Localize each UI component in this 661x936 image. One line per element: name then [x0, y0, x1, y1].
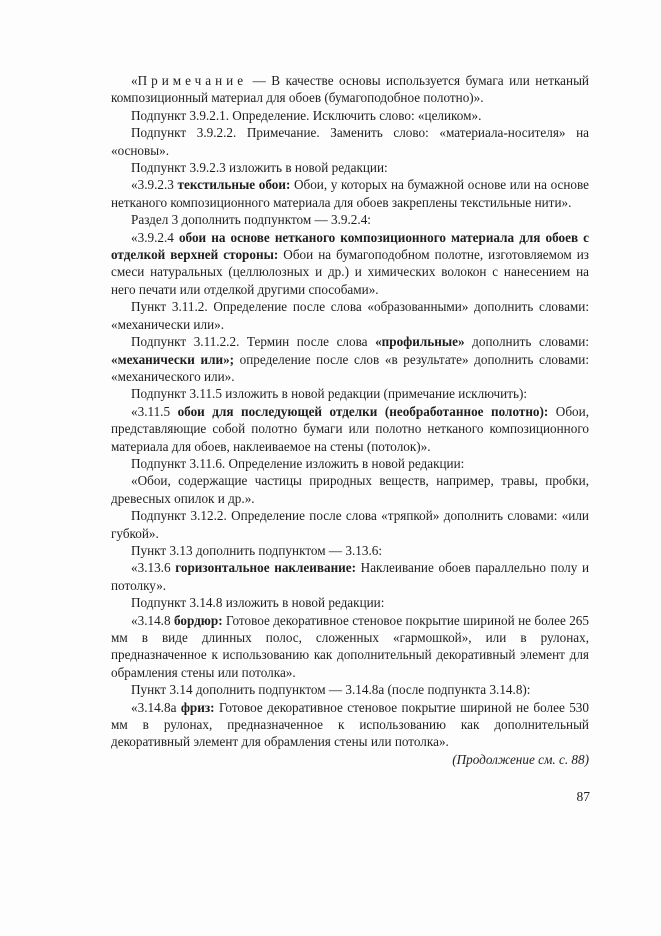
page-number: 87	[576, 789, 590, 804]
term-number: «3.14.8	[131, 612, 174, 628]
paragraph-3-9-2-4-definition	[111, 229, 589, 299]
term-number: «3.9.2.3	[131, 177, 178, 193]
note-open-quote: «	[131, 73, 138, 88]
paragraph-3-11-6-intro: Подпункт 3.11.6. Определение изложить в новой редакции:	[131, 455, 465, 471]
continuation-note: (Продолжение см. с. 88)	[452, 751, 589, 767]
term-definition: Обои на бумагоподобном полотне, изготовляемом из смеси натуральных (целлюлозных и др.) и химических волокон с нанесением на него печати или отделкой другими способами».	[111, 247, 589, 297]
paragraph-3-11-2-2	[111, 333, 589, 385]
paragraph-3-9-2-1: Подпункт 3.9.2.1. Определение. Исключить слово: «целиком».	[131, 107, 482, 123]
term-definition: Обои, представляющие собой полотно бумаги или полотно нетканого композиционного материала для обоев, наклеиваемое на стены (потолок)».	[111, 403, 589, 454]
document-body	[111, 72, 589, 768]
term-definition: Готовое декоративное стеновое покрытие шириной не более 530 мм в рулонах, предназначенное к использованию как дополнительный декоративный элемент для обрамления стены или потолка».	[111, 699, 589, 750]
note-label: Примечание	[137, 73, 248, 88]
paragraph-3-14-8-definition	[111, 612, 589, 682]
text-segment: определение после слов «в результате» дополнить словами: «механического или».	[111, 351, 589, 384]
paragraph-3-11-5-definition	[111, 403, 589, 455]
paragraph-3-9-2-4-intro: Раздел 3 дополнить подпунктом — 3.9.2.4:	[131, 212, 371, 228]
paragraph-3-13-6-intro: Пункт 3.13 дополнить подпунктом — 3.13.6:	[131, 542, 383, 558]
paragraph-3-14-8a-intro: Пункт 3.14 дополнить подпунктом — 3.14.8а (после подпункта 3.14.8):	[131, 682, 531, 698]
term-name: обои для последующей отделки (необработанное полотно):	[177, 403, 549, 419]
paragraph-3-11-6-definition: «Обои, содержащие частицы природных веществ, например, травы, пробки, древесных опилок и др.».	[111, 473, 589, 506]
term-number: «3.13.6	[131, 560, 176, 576]
term-name: фриз:	[180, 699, 215, 715]
paragraph-3-11-5-intro: Подпункт 3.11.5 изложить в новой редакции (примечание исключить):	[131, 386, 528, 402]
paragraph-3-14-8a-definition	[111, 699, 589, 751]
paragraph-3-12-2: Подпункт 3.12.2. Определение после слова «тряпкой» дополнить словами: «или губкой».	[111, 508, 589, 541]
bold-term: «механически или»;	[111, 351, 235, 367]
text-segment: дополнить словами:	[464, 334, 589, 350]
paragraph-3-9-2-3-intro: Подпункт 3.9.2.3 изложить в новой редакции:	[131, 160, 388, 176]
term-name: горизонтальное наклеивание:	[175, 560, 357, 576]
paragraph-3-14-8-intro: Подпункт 3.14.8 изложить в новой редакции:	[131, 595, 385, 611]
paragraph-3-11-2: Пункт 3.11.2. Определение после слова «образованными» дополнить словами: «механически или».	[111, 299, 589, 332]
term-name: обои на основе нетканого композиционного материала для обоев с отделкой верхней стороны:	[111, 229, 589, 263]
paragraph-3-9-2-3-definition	[111, 176, 589, 211]
term-name: бордюр:	[173, 612, 223, 628]
note-text: — В качестве основы используется бумага или нетканый композиционный материал для обоев (бумагоподобное полотно)».	[111, 73, 589, 106]
term-number: «3.11.5	[131, 403, 178, 419]
paragraph-note	[111, 72, 589, 107]
paragraph-3-9-2-2: Подпункт 3.9.2.2. Примечание. Заменить слово: «материала-носителя» на «основы».	[111, 125, 589, 158]
text-segment: Подпункт 3.11.2.2. Термин после слова	[131, 334, 376, 350]
term-name: текстильные обои:	[177, 177, 291, 193]
term-definition: Обои, у которых на бумажной основе или на основе нетканого композиционного материала для обоев закреплены текстильные нити».	[111, 177, 590, 210]
bold-term: «профильные»	[375, 334, 465, 350]
term-definition: Готовое декоративное стеновое покрытие шириной не более 265 мм в виде длинных полос, сложенных «гармошкой», или в рулонах, предназначенное к использованию как дополнительный декоративный элемент для обрамления стены или потолка».	[111, 612, 589, 680]
paragraph-3-13-6-definition	[111, 559, 589, 594]
term-definition: Наклеивание обоев параллельно полу и потолку».	[111, 560, 589, 593]
term-number: «3.14.8а	[131, 699, 181, 715]
term-number: «3.9.2.4	[131, 229, 179, 245]
